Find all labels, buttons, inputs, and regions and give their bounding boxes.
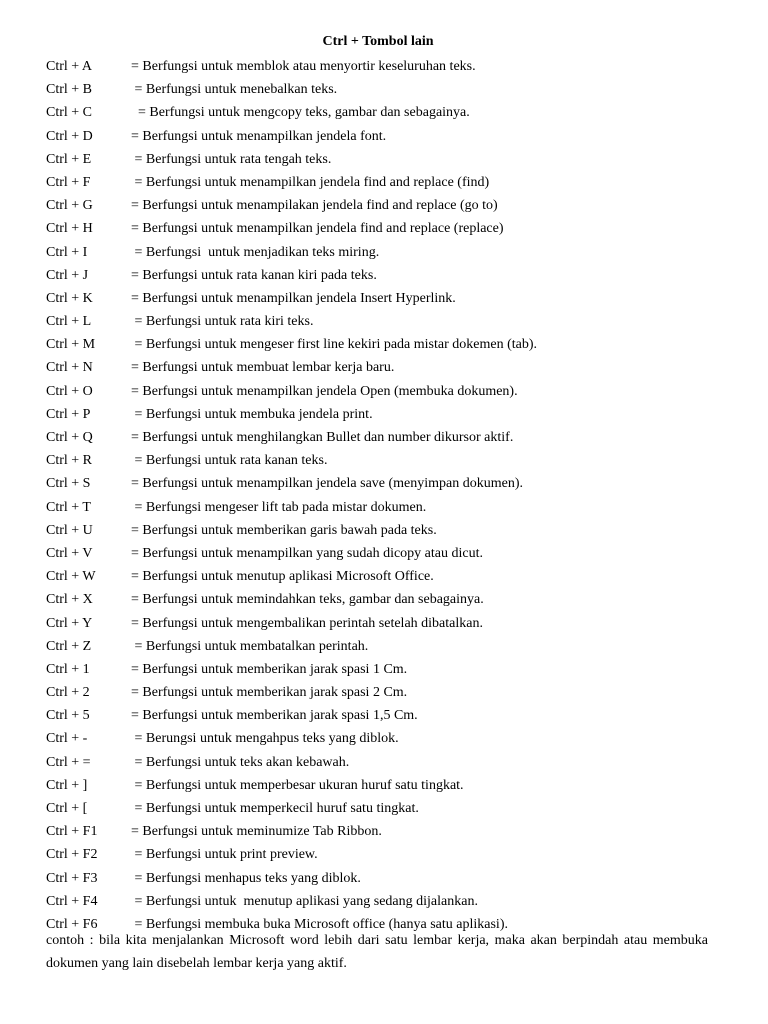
shortcut-row <box>46 751 726 774</box>
shortcut-key: Ctrl + F1 <box>46 824 98 840</box>
shortcut-description: = Berfungsi untuk menampilkan jendela Open (membuka dokumen). <box>131 383 518 399</box>
shortcut-key: Ctrl + O <box>46 383 93 399</box>
shortcut-description: = Berfungsi untuk menjadikan teks miring. <box>131 244 380 260</box>
shortcut-key: Ctrl + P <box>46 406 91 422</box>
shortcut-row <box>46 403 726 426</box>
shortcut-key: Ctrl + Q <box>46 430 93 445</box>
example-note: contoh : bila kita menjalankan Microsoft word lebih dari satu lembar kerja, maka akan berpindah atau membuka dokumen yang lain disebelah lembar kerja yang aktif. <box>46 933 708 971</box>
shortcut-row <box>46 542 726 565</box>
shortcut-row <box>46 658 726 681</box>
shortcut-description: = Berfungsi untuk membatalkan perintah. <box>131 638 369 654</box>
shortcut-key: Ctrl + F4 <box>46 893 98 909</box>
shortcut-key: Ctrl + X <box>46 592 93 608</box>
shortcut-key: Ctrl + [ <box>46 801 88 816</box>
shortcut-key: Ctrl + M <box>46 337 96 353</box>
shortcut-row <box>46 727 726 750</box>
shortcut-description: = Berfungsi untuk menampilkan yang sudah dicopy atau dicut. <box>131 545 483 561</box>
shortcut-key: Ctrl + F6 <box>46 916 98 932</box>
shortcut-description: = Berfungsi untuk menampilkan jendela Insert Hyperlink. <box>131 290 456 306</box>
shortcut-key: Ctrl + B <box>46 82 93 98</box>
shortcut-key: Ctrl + K <box>46 290 93 306</box>
shortcut-row <box>46 148 726 171</box>
shortcut-row <box>46 78 726 101</box>
shortcut-key: Ctrl + D <box>46 128 93 144</box>
shortcut-description: = Berfungsi menhapus teks yang diblok. <box>131 870 361 886</box>
shortcut-description: = Berfungsi untuk mengcopy teks, gambar dan sebagainya. <box>131 105 470 121</box>
shortcut-key: Ctrl + Y <box>46 615 93 631</box>
shortcut-description: = Berfungsi untuk meminumize Tab Ribbon. <box>131 824 382 840</box>
shortcut-row <box>46 890 726 913</box>
shortcut-key: Ctrl + ] <box>46 777 88 793</box>
shortcut-row <box>46 356 726 379</box>
shortcut-description: = Berfungsi untuk menampilkan jendela font. <box>131 128 387 144</box>
shortcut-key: Ctrl + 1 <box>46 661 90 677</box>
shortcut-key: Ctrl + G <box>46 198 93 214</box>
shortcut-row <box>46 241 726 264</box>
shortcut-description: = Berfungsi untuk memberikan garis bawah pada teks. <box>131 522 437 538</box>
shortcut-description: = Berfungsi untuk teks akan kebawah. <box>131 754 350 770</box>
shortcut-row <box>46 449 726 472</box>
shortcut-description: = Berfungsi untuk memberikan jarak spasi 1,5 Cm. <box>131 708 418 724</box>
shortcut-key: Ctrl + 5 <box>46 708 90 724</box>
shortcut-description: = Berfungsi untuk memberikan jarak spasi 2 Cm. <box>131 685 408 701</box>
shortcut-description: = Berungsi untuk mengahpus teks yang diblok. <box>131 731 399 747</box>
shortcut-description: = Berfungsi untuk menutup aplikasi yang sedang dijalankan. <box>131 893 478 909</box>
shortcut-row <box>46 333 726 356</box>
shortcut-key: Ctrl + N <box>46 360 93 376</box>
shortcut-row <box>46 612 726 635</box>
shortcut-key: Ctrl + C <box>46 105 93 121</box>
shortcut-key: Ctrl + J <box>46 267 89 283</box>
shortcut-key: Ctrl + Z <box>46 638 92 654</box>
shortcut-description: = Berfungsi untuk rata tengah teks. <box>131 151 332 167</box>
shortcut-key: Ctrl + L <box>46 314 92 330</box>
shortcut-row <box>46 101 726 124</box>
shortcut-row <box>46 565 726 588</box>
shortcut-description: = Berfungsi untuk rata kiri teks. <box>131 314 314 330</box>
shortcut-row <box>46 797 726 820</box>
shortcut-row <box>46 843 726 866</box>
shortcut-row <box>46 264 726 287</box>
shortcut-description: = Berfungsi untuk memperbesar ukuran huruf satu tingkat. <box>131 777 464 793</box>
shortcut-key: Ctrl + T <box>46 499 91 515</box>
shortcut-description: = Berfungsi untuk menghilangkan Bullet dan number dikursor aktif. <box>131 430 514 445</box>
shortcut-key: Ctrl + R <box>46 453 93 469</box>
shortcut-row <box>46 426 726 449</box>
shortcut-description: = Berfungsi untuk menebalkan teks. <box>131 82 338 98</box>
shortcut-key: Ctrl + 2 <box>46 685 90 701</box>
shortcut-list <box>46 55 726 936</box>
shortcut-key: Ctrl + W <box>46 569 96 585</box>
shortcut-key: Ctrl + A <box>46 59 93 74</box>
shortcut-key: Ctrl + F3 <box>46 870 98 886</box>
shortcut-row <box>46 287 726 310</box>
shortcut-description: = Berfungsi untuk memperkecil huruf satu tingkat. <box>131 801 419 816</box>
shortcut-description: = Berfungsi untuk rata kanan kiri pada teks. <box>131 267 377 283</box>
shortcut-description: = Berfungsi untuk memblok atau menyortir keseluruhan teks. <box>131 59 476 74</box>
shortcut-description: = Berfungsi untuk mengembalikan perintah setelah dibatalkan. <box>131 615 483 631</box>
shortcut-description: = Berfungsi untuk memindahkan teks, gambar dan sebagainya. <box>131 592 484 608</box>
shortcut-description: = Berfungsi untuk mengeser first line kekiri pada mistar dokemen (tab). <box>131 337 538 353</box>
shortcut-description: = Berfungsi untuk membuka jendela print. <box>131 406 373 422</box>
shortcut-key: Ctrl + I <box>46 244 88 260</box>
shortcut-row <box>46 125 726 148</box>
shortcut-row <box>46 496 726 519</box>
shortcut-key: Ctrl + - <box>46 731 88 747</box>
shortcut-key: Ctrl + = <box>46 754 91 770</box>
shortcut-row <box>46 194 726 217</box>
shortcut-key: Ctrl + F2 <box>46 847 98 863</box>
shortcut-key: Ctrl + H <box>46 221 93 237</box>
shortcut-row <box>46 171 726 194</box>
shortcut-description: = Berfungsi untuk menampilkan jendela find and replace (find) <box>131 174 490 190</box>
shortcut-description: = Berfungsi untuk menampilkan jendela find and replace (replace) <box>131 221 504 237</box>
shortcut-key: Ctrl + U <box>46 522 93 538</box>
shortcut-key: Ctrl + V <box>46 545 93 561</box>
shortcut-row <box>46 681 726 704</box>
shortcut-row <box>46 867 726 890</box>
page-title: Ctrl + Tombol lain <box>322 34 434 49</box>
shortcut-row <box>46 519 726 542</box>
shortcut-description: = Berfungsi untuk memberikan jarak spasi 1 Cm. <box>131 661 408 677</box>
shortcut-description: = Berfungsi membuka buka Microsoft office (hanya satu aplikasi). <box>131 916 508 932</box>
shortcut-description: = Berfungsi untuk print preview. <box>131 847 318 863</box>
shortcut-key: Ctrl + F <box>46 174 91 190</box>
shortcut-row <box>46 820 726 843</box>
shortcut-row <box>46 704 726 727</box>
shortcut-description: = Berfungsi untuk menampilkan jendela save (menyimpan dokumen). <box>131 476 524 492</box>
shortcut-key: Ctrl + S <box>46 476 91 492</box>
shortcut-row <box>46 55 726 78</box>
shortcut-row <box>46 472 726 495</box>
shortcut-description: = Berfungsi untuk membuat lembar kerja baru. <box>131 360 395 376</box>
shortcut-description: = Berfungsi untuk menutup aplikasi Microsoft Office. <box>131 569 434 585</box>
shortcut-row <box>46 217 726 240</box>
shortcut-key: Ctrl + E <box>46 151 92 167</box>
shortcut-description: = Berfungsi mengeser lift tab pada mistar dokumen. <box>131 499 427 515</box>
shortcut-row <box>46 635 726 658</box>
shortcut-row <box>46 310 726 333</box>
shortcut-description: = Berfungsi untuk menampilakan jendela find and replace (go to) <box>131 198 498 214</box>
shortcut-row <box>46 774 726 797</box>
shortcut-description: = Berfungsi untuk rata kanan teks. <box>131 453 328 469</box>
shortcut-row <box>46 588 726 611</box>
shortcut-row <box>46 380 726 403</box>
